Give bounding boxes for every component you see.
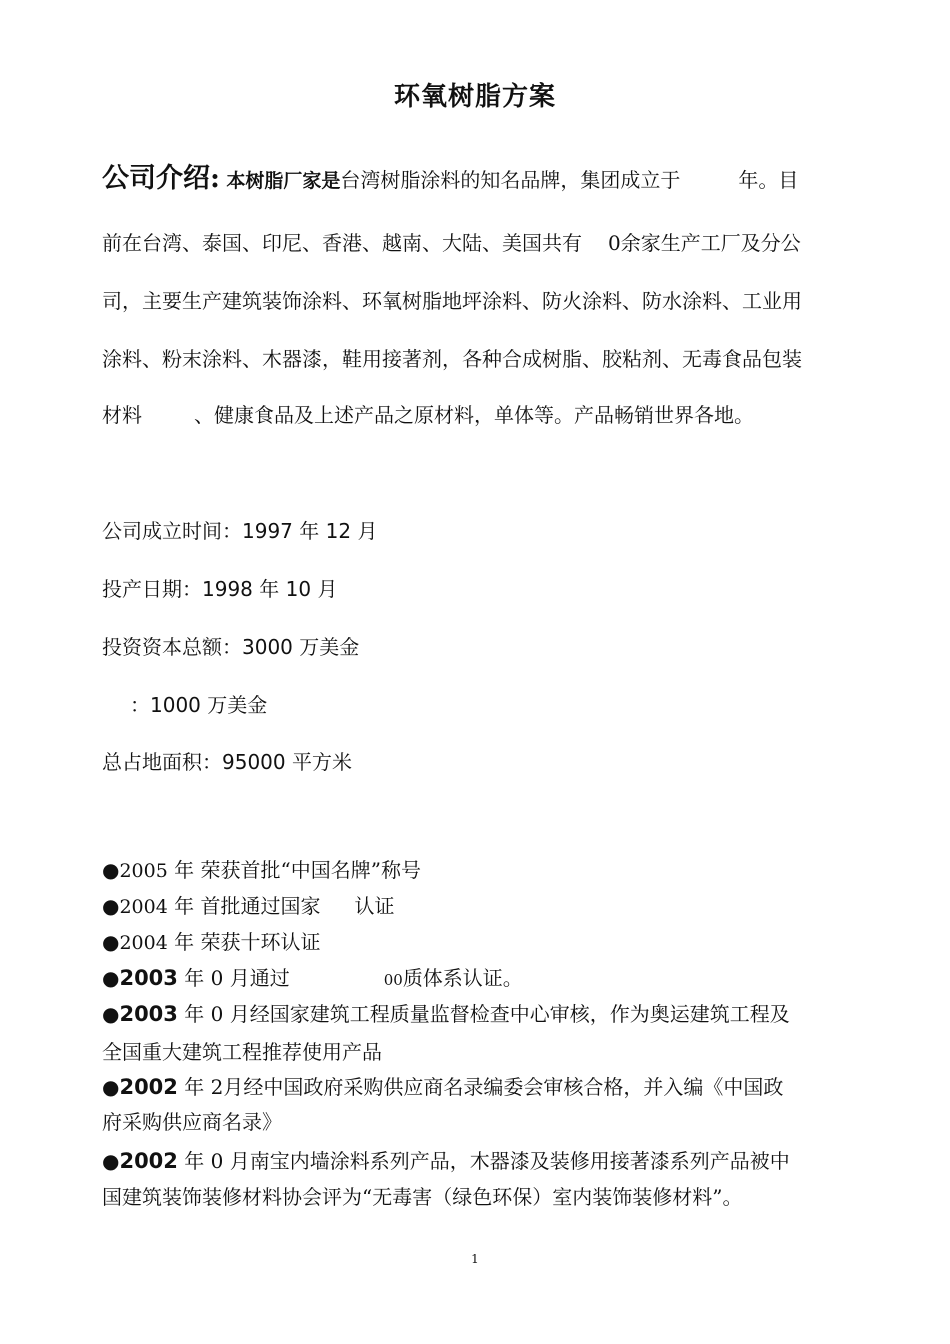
intro-line-3: 司，主要生产建筑装饰涂料、环氧树脂地坪涂料、防火涂料、防水涂料、工业用 (102, 289, 802, 313)
intro-line-4: 涂料、粉末涂料、木器漆，鞋用接著剂，各种合成树脂、胶粘剂、无毒食品包装 (102, 347, 802, 371)
honor-item-continued: 全国重大建筑工程推荐使用产品 (102, 1040, 382, 1064)
honor-item: ●2003 年 0 月通过 00质体系认证。 (102, 966, 523, 990)
honor-item: ●2004 年 首批通过国家 认证 (102, 894, 395, 918)
intro-bold-lead: 本树脂厂家是 (226, 170, 341, 192)
intro-line-5: 材料 、健康食品及上述产品之原材料，单体等。产品畅销世界各地。 (102, 403, 754, 427)
page-number: 1 (471, 1252, 479, 1266)
honor-item: ●2002 年 0 月南宝内墙涂料系列产品，木器漆及装修用接著漆系列产品被中 (102, 1149, 790, 1173)
honor-item-continued: 国建筑装饰装修材料协会评为“无毒害（绿色环保）室内装饰装修材料”。 (102, 1185, 743, 1209)
fact-production-date: 投产日期：1998 年 10 月 (102, 577, 338, 601)
intro-line-1-text: 台湾树脂涂料的知名品牌，集团成立于 (340, 168, 681, 192)
fact-registered-capital: ：1000 万美金 (130, 693, 268, 717)
intro-label: 公司介绍: (102, 163, 220, 194)
company-intro (102, 150, 882, 450)
honor-item: ●2004 年 荣获十环认证 (102, 930, 321, 954)
fact-founded: 公司成立时间：1997 年 12 月 (102, 519, 378, 543)
honor-item: ●2003 年 0 月经国家建筑工程质量监督检查中心审核，作为奥运建筑工程及 (102, 1002, 790, 1026)
honor-item: ●2002 年 2月经中国政府采购供应商名录编委会审核合格，并入编《中国政 (102, 1075, 784, 1099)
intro-line-1 (102, 150, 798, 210)
honor-item: ●2005 年 荣获首批“中国名牌”称号 (102, 858, 421, 882)
fact-total-area: 总占地面积：95000 平方米 (102, 750, 352, 774)
intro-line-1-end: 年。目 (738, 168, 799, 192)
page-title: 环氧树脂方案 (393, 82, 556, 112)
fact-total-investment: 投资资本总额：3000 万美金 (102, 635, 360, 659)
intro-line-2: 前在台湾、泰国、印尼、香港、越南、大陆、美国共有 0余家生产工厂及分公 (102, 231, 801, 255)
honor-item-continued: 府采购供应商名录》 (102, 1110, 282, 1134)
